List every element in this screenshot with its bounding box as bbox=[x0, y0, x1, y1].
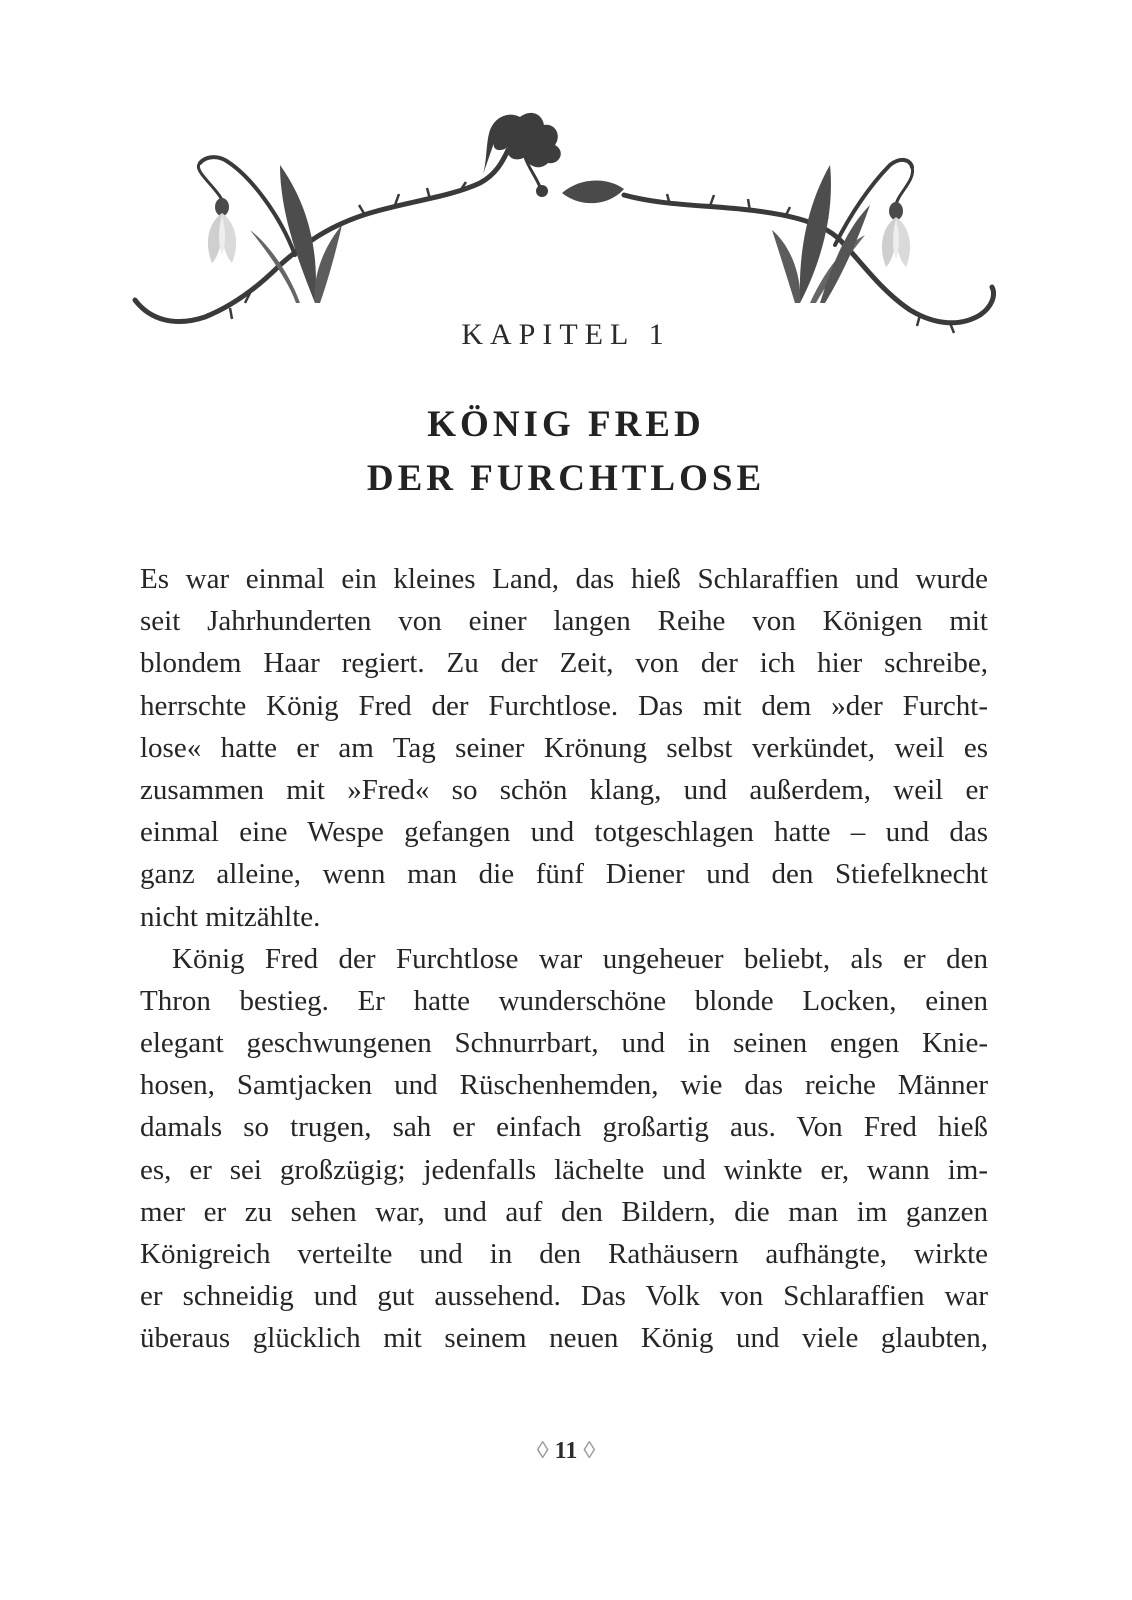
diamond-left-icon: ◊ bbox=[536, 1438, 549, 1464]
text-line: seit Jahrhunderten von einer langen Reihe von Königen mit bbox=[140, 605, 988, 638]
text-line: es, er sei großzügig; jedenfalls lächelte und winkte er, wann im- bbox=[140, 1153, 988, 1186]
chapter-title bbox=[0, 398, 1132, 506]
text-line: hosen, Samtjacken und Rüschenhemden, wie das reiche Männer bbox=[140, 1069, 988, 1102]
text-line: damals so trugen, sah er einfach großartig aus. Von Fred hieß bbox=[140, 1111, 988, 1144]
body-text bbox=[140, 558, 988, 1360]
text-line: blondem Haar regiert. Zu der Zeit, von der ich hier schreibe, bbox=[140, 647, 988, 680]
diamond-right-icon: ◊ bbox=[583, 1438, 596, 1464]
text-line: ganz alleine, wenn man die fünf Diener und den Stiefelknecht bbox=[140, 858, 988, 891]
chapter-title-line-1: KÖNIG FRED bbox=[427, 404, 705, 445]
text-line: herrschte König Fred der Furchtlose. Das mit dem »der Furcht- bbox=[140, 689, 988, 722]
text-line: überaus glücklich mit seinem neuen König und viele glaubten, bbox=[140, 1322, 988, 1355]
text-line: zusammen mit »Fred« so schön klang, und außerdem, weil er bbox=[140, 773, 988, 806]
text-line: er schneidig und gut aussehend. Das Volk von Schlaraffien war bbox=[140, 1280, 988, 1313]
text-line: mer er zu sehen war, und auf den Bildern, die man im ganzen bbox=[140, 1195, 988, 1228]
text-line: nicht mitzählte. bbox=[140, 900, 321, 933]
text-line: König Fred der Furchtlose war ungeheuer beliebt, als er den bbox=[172, 942, 988, 975]
text-line: Königreich verteilte und in den Rathäusern aufhängte, wirkte bbox=[140, 1238, 988, 1270]
text-line: Thron bestieg. Er hatte wunderschöne blonde Locken, einen bbox=[140, 984, 988, 1017]
paragraph-2 bbox=[140, 938, 988, 1360]
text-line: lose« hatte er am Tag seiner Krönung selbst verkündet, weil es bbox=[140, 731, 988, 764]
text-line: einmal eine Wespe gefangen und totgeschlagen hatte – und das bbox=[140, 816, 988, 849]
chapter-label: KAPITEL 1 bbox=[461, 318, 671, 351]
chapter-title-line-2: DER FURCHTLOSE bbox=[366, 458, 766, 499]
page-number bbox=[0, 1438, 1132, 1465]
page-number-value: 11 bbox=[554, 1438, 578, 1464]
text-line: elegant geschwungenen Schnurrbart, und in seinen engen Knie- bbox=[140, 1027, 988, 1060]
paragraph-1 bbox=[140, 558, 988, 938]
text-line: Es war einmal ein kleines Land, das hieß Schlaraffien und wurde bbox=[140, 563, 988, 595]
